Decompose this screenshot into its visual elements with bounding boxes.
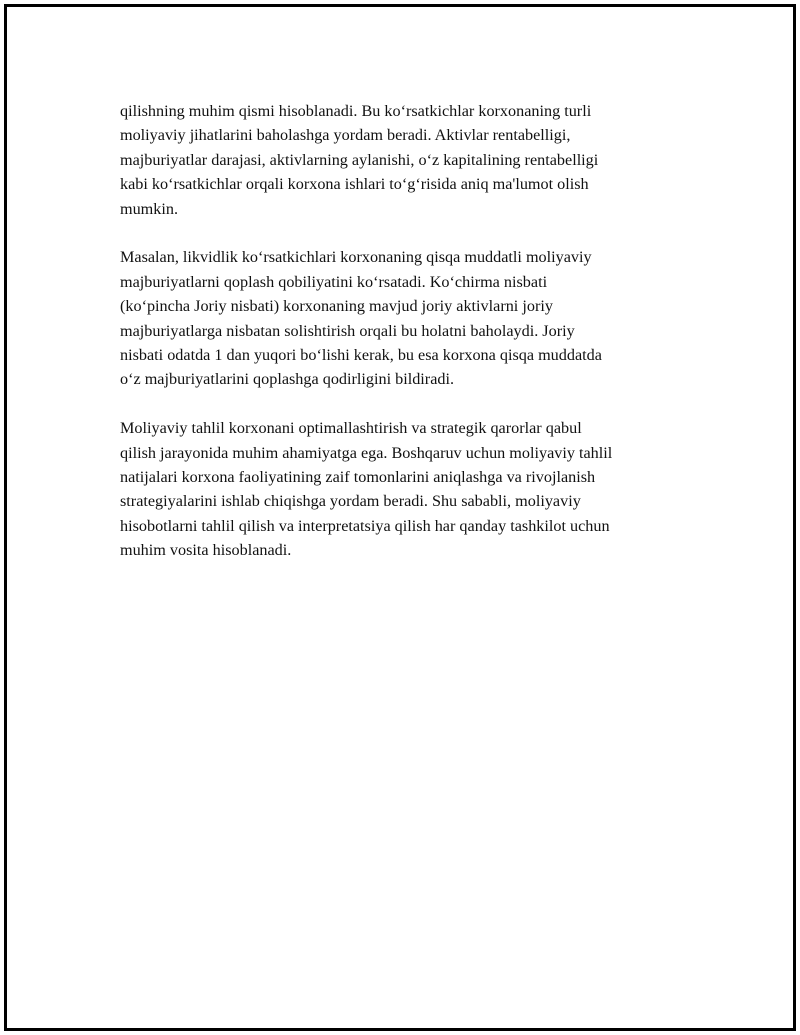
text-line: hisobotlarni tahlil qilish va interpretatsiya qilish har qanday tashkilot uchun <box>120 516 610 535</box>
text-line: majburiyatlar darajasi, aktivlarning aylanishi, oʻz kapitalining rentabelligi <box>120 150 599 169</box>
paragraph-1 <box>120 99 710 221</box>
text-line: Moliyaviy tahlil korxonani optimallashtirish va strategik qarorlar qabul <box>120 419 582 438</box>
text-line: oʻz majburiyatlarini qoplashga qodirligini bildiradi. <box>120 370 455 389</box>
document-body <box>120 99 710 587</box>
paragraph-3 <box>120 416 710 562</box>
text-line: (koʻpincha Joriy nisbati) korxonaning mavjud joriy aktivlarni joriy <box>120 297 553 316</box>
text-line: strategiyalarini ishlab chiqishga yordam beradi. Shu sababli, moliyaviy <box>120 492 581 511</box>
page-frame <box>4 4 796 1031</box>
paragraph-2 <box>120 245 710 391</box>
text-line: kabi koʻrsatkichlar orqali korxona ishlari toʻgʻrisida aniq ma'lumot olish <box>120 175 589 194</box>
text-line: qilishning muhim qismi hisoblanadi. Bu koʻrsatkichlar korxonaning turli <box>120 102 592 120</box>
text-line: majburiyatlarni qoplash qobiliyatini koʻrsatadi. Koʻchirma nisbati <box>120 272 548 291</box>
text-line: nisbati odatda 1 dan yuqori boʻlishi kerak, bu esa korxona qisqa muddatda <box>120 346 602 365</box>
text-line: natijalari korxona faoliyatining zaif tomonlarini aniqlashga va rivojlanish <box>120 468 596 487</box>
text-line: Masalan, likvidlik koʻrsatkichlari korxonaning qisqa muddatli moliyaviy <box>120 248 592 267</box>
text-line: majburiyatlarga nisbatan solishtirish orqali bu holatni baholaydi. Joriy <box>120 321 575 340</box>
text-line: mumkin. <box>120 199 179 218</box>
text-line: qilish jarayonida muhim ahamiyatga ega. Boshqaruv uchun moliyaviy tahlil <box>120 443 613 462</box>
text-line: muhim vosita hisoblanadi. <box>120 541 292 560</box>
text-line: moliyaviy jihatlarini baholashga yordam beradi. Aktivlar rentabelligi, <box>120 126 571 145</box>
